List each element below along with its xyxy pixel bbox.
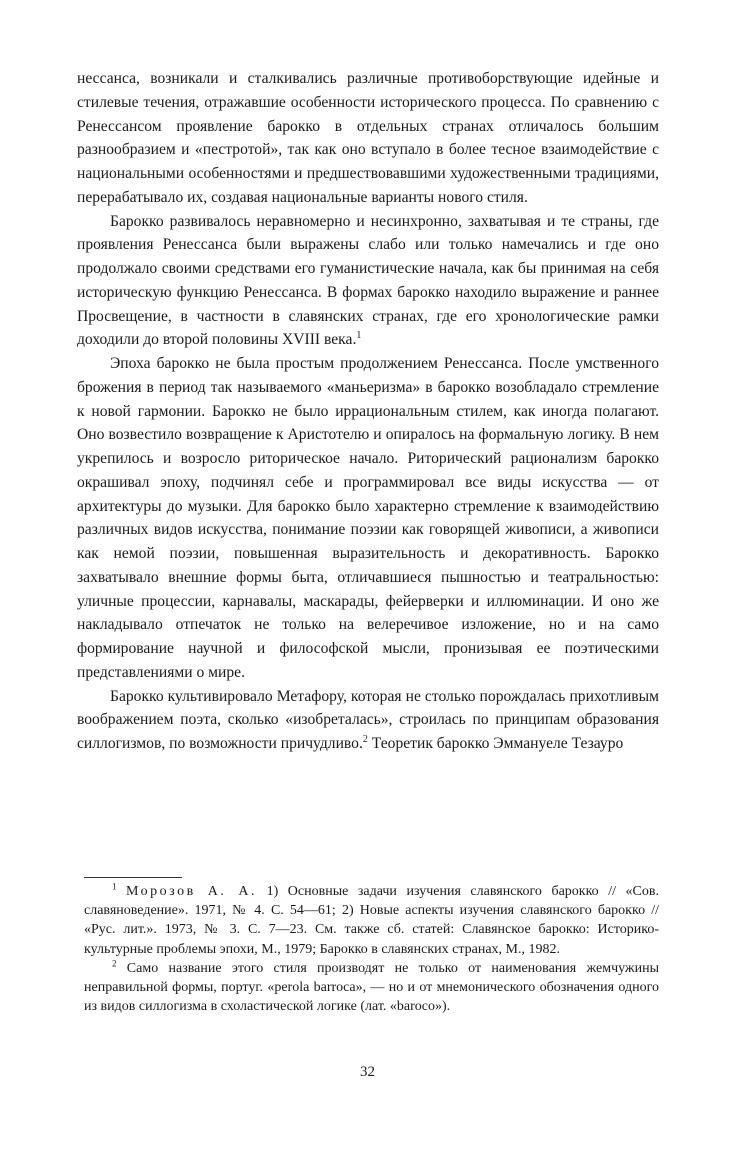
main-text [77,67,659,756]
paragraph-text: нессанса, возникали и сталкивались различные противоборствующие идейные и стилевые течения, отражавшие особенности исторического процесса. По сравнению с Ренессансом проявление барокко в отдельных странах отличалось большим разнообразием и «пестротой», так как оно вступало в более тесное взаимодействие с национальными особенностями и предшествовавшими художественными традициями, перерабатывало их, создавая национальные варианты нового стиля. [77,70,659,206]
paragraph-text: Барокко развивалось неравномерно и несинхронно, захватывая и те страны, где проявления Ренессанса были выражены слабо или только намечались и где оно продолжало своими средствами его гуманистические начала, как бы принимая на себя историческую функцию Ренессанса. В формах барокко находило выражение и раннее Просвещение, в частности в славянских странах, где его хронологические рамки доходили до второй половины XVIII века. [77,212,659,349]
page-number: 32 [360,1064,375,1080]
paragraph-1 [77,67,659,210]
footnote-ref-1[interactable]: 1 [356,330,362,342]
paragraph-text: Барокко культивировало Метафору, которая не столько порождалась прихотливым воображением поэта, сколько «изобреталась», строилась по принципам образования силлогизмов, по возможности причудливо. [77,687,659,752]
footnote-text: 1) Основные задачи изучения славянского барокко // «Сов. славяноведение». 1971, № 4. С. 54—61; 2) Новые аспекты изучения славянского барокко // «Рус. лит.». 1973, № 3. С. 7—23. См. также сб. статей: Славянское барокко: Историко-культурные проблемы эпохи, М., 1979; Барокко в славянских странах, М., 1982. [84,884,659,957]
paragraph-text: Эпоха барокко не была простым продолжением Ренессанса. После умственного брожения в период так называемого «маньеризма» в барокко возобладало стремление к новой гармонии. Барокко не было иррациональным стилем, как иногда полагают. Оно возвестило возвращение к Аристотелю и опиралось на формальную логику. В нем укрепилось и возросло риторическое начало. Риторический рационализм барокко окрашивал эпоху, подчинял себе и программировал все виды искусства — от архитектуры до музыки. Для барокко было характерно стремление к взаимодействию различных видов искусства, понимание поэзии как говорящей живописи, а живописи как немой поэзии, повышенная выразительность и декоративность. Барокко захватывало внешние формы быта, отличавшиеся пышностью и театральностью: уличные процессии, карнавалы, маскарады, фейерверки и иллюминации. И оно же накладывало отпечаток не только на велеречивое изложение, но и на само формирование научной и философской мысли, пронизывая ее поэтическими представлениями о мире. [77,355,659,681]
paragraph-4 [77,685,659,756]
footnote-2 [84,959,659,1017]
footnote-1 [84,882,659,959]
footnotes [84,882,659,1016]
footnote-author: Морозов А. А. [126,884,258,899]
footnote-ref-2[interactable]: 2 [362,733,368,745]
paragraph-3 [77,352,659,685]
paragraph-2 [77,210,659,353]
footnote-mark: 1 [112,881,117,892]
footnote-text: Само название этого стиля производят не только от наименования жемчужины неправильной формы, португ. «perola barroca», — но и от мнемонического обозначения одного из видов силлогизма в схоластической логике (лат. «baroco»). [84,960,659,1015]
footnote-divider [84,877,182,878]
paragraph-text-continued: Теоретик барокко Эммануеле Тезауро [367,735,624,752]
footnote-mark: 2 [112,958,117,969]
